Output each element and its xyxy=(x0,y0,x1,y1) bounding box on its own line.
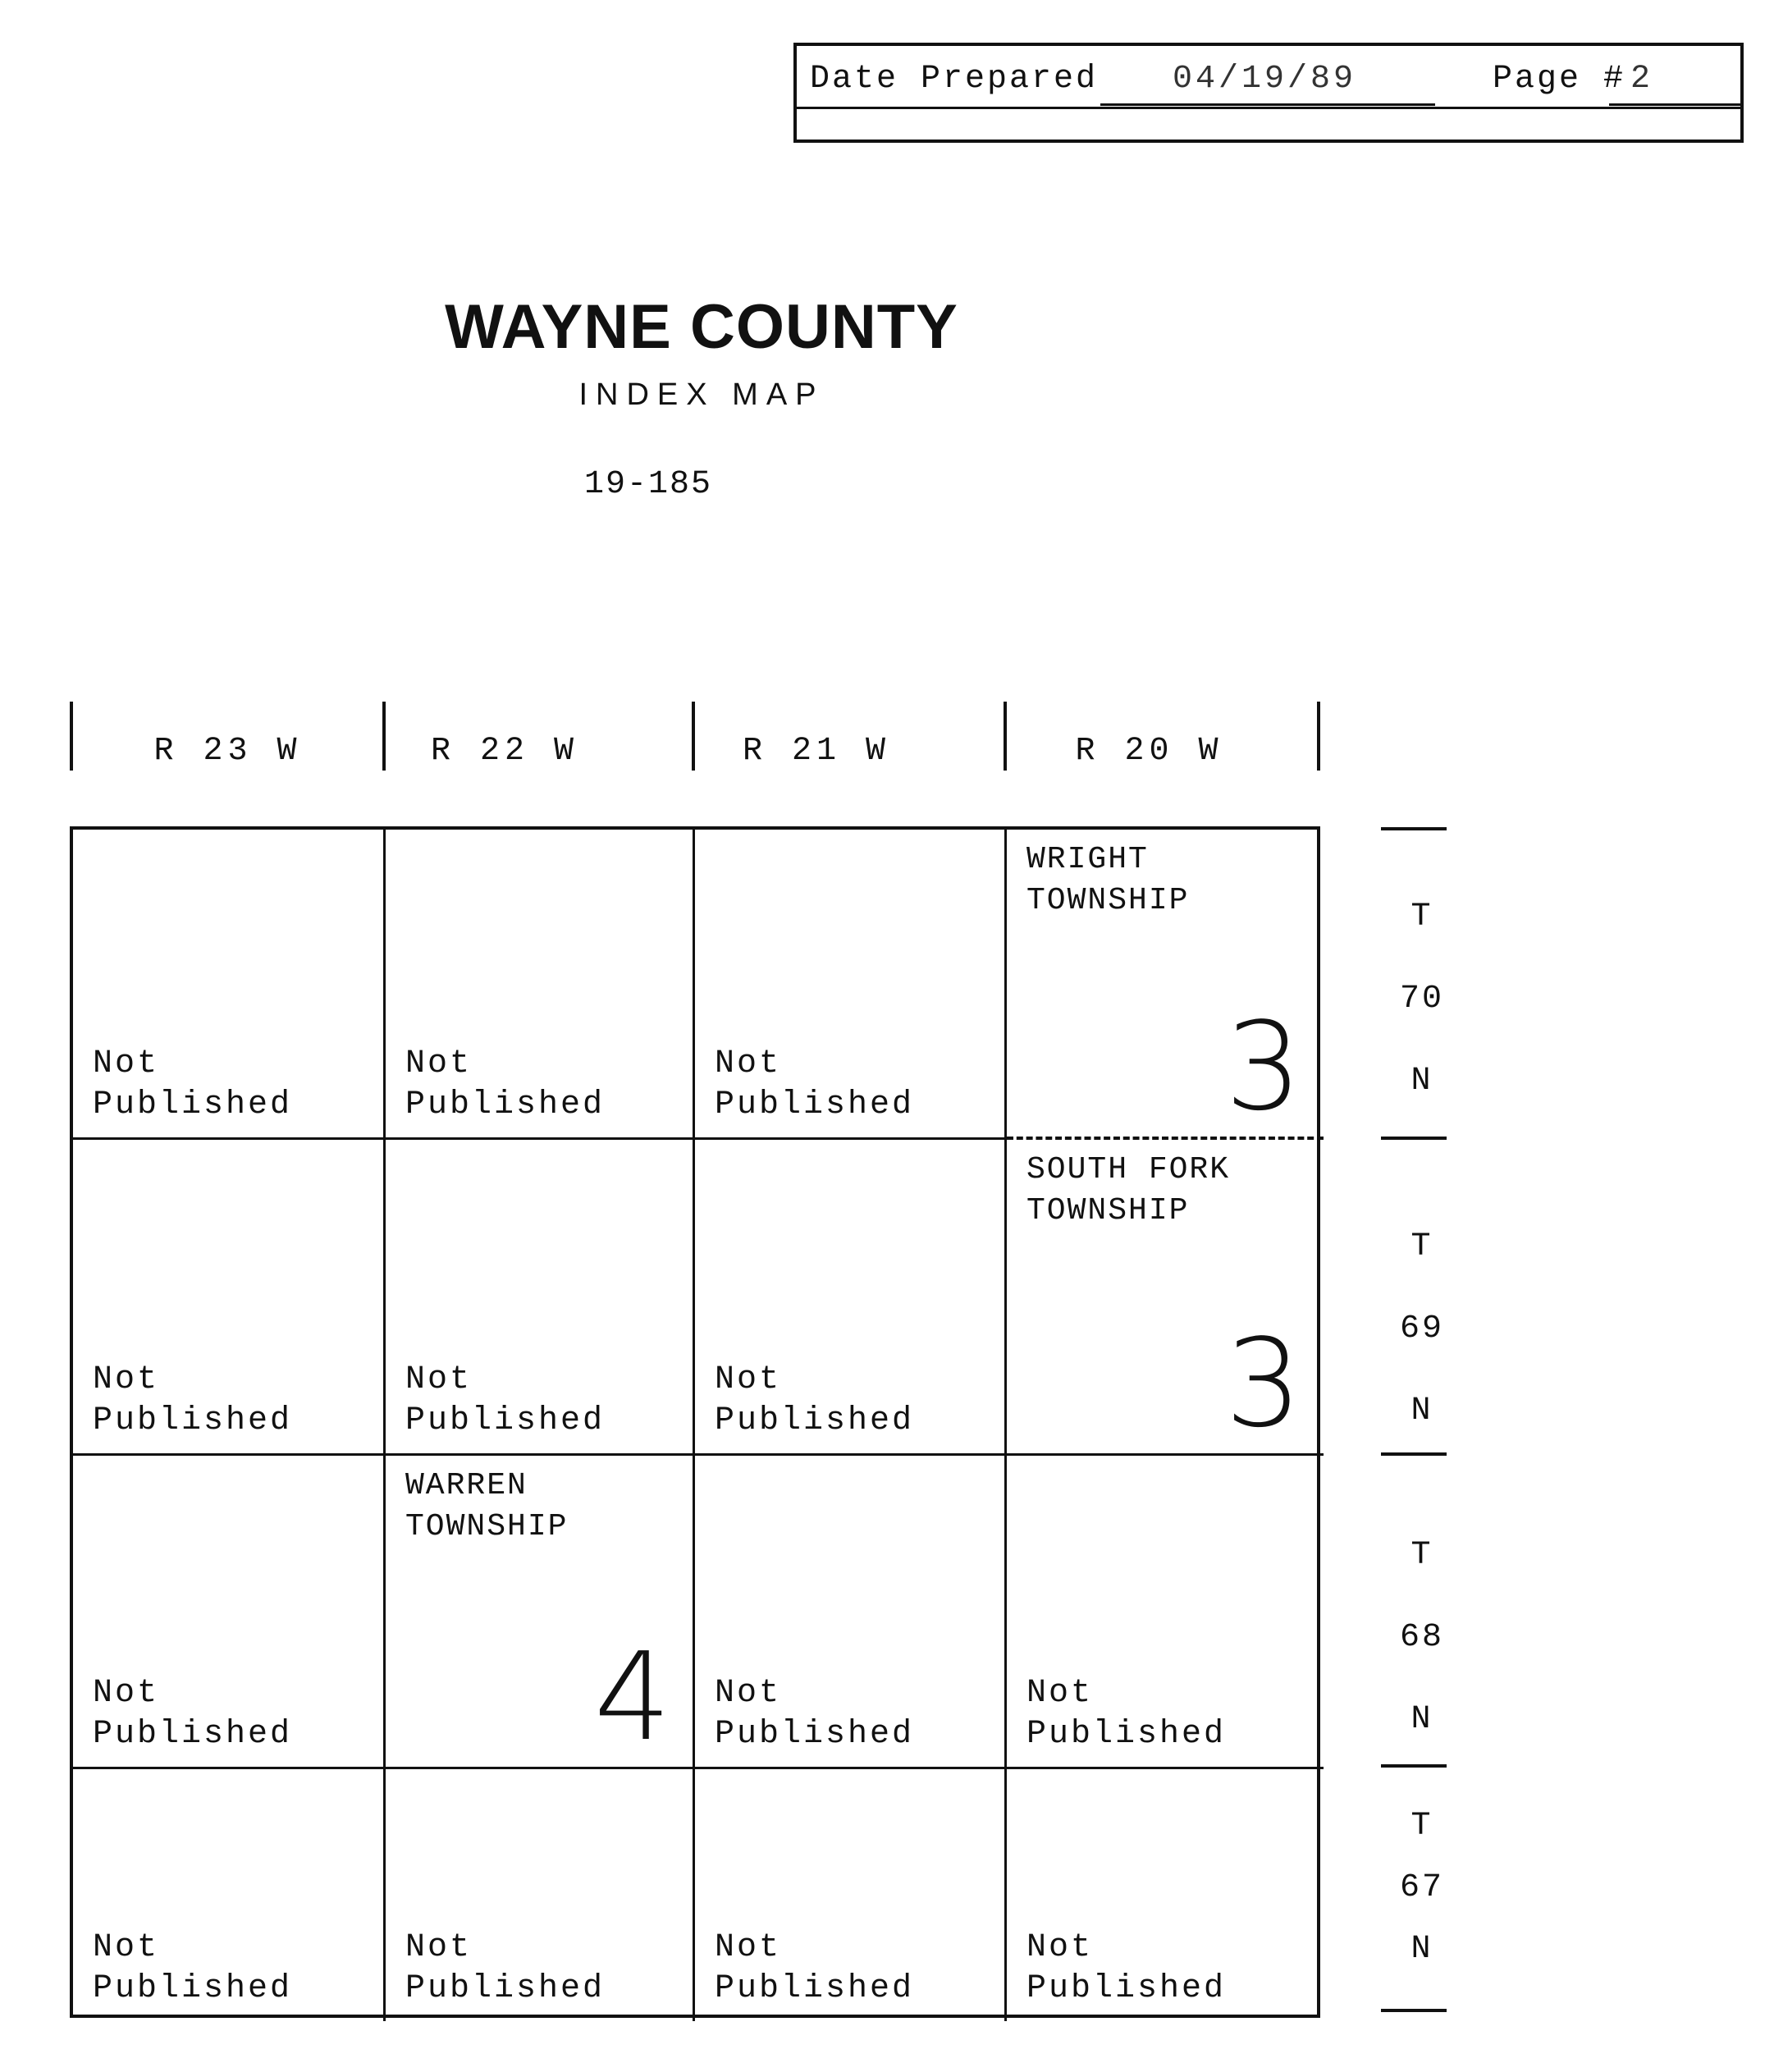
sheet-number: 3 xyxy=(1224,996,1302,1137)
grid-cell-south-fork-township[interactable] xyxy=(1007,1140,1324,1456)
township-n: N xyxy=(1411,1063,1433,1100)
not-published-label: Not Published xyxy=(715,1361,915,1439)
grid-cell[interactable] xyxy=(386,1769,695,2021)
township-n: N xyxy=(1411,1393,1433,1429)
not-published-label: Not Published xyxy=(93,1361,293,1439)
page-number-value: 2 xyxy=(1630,61,1653,98)
header-rule xyxy=(797,107,1740,109)
range-label-r20w: R 20 W xyxy=(1075,733,1223,770)
grid-cell-warren-township[interactable] xyxy=(386,1456,695,1769)
township-grid xyxy=(70,826,1320,2018)
grid-cell[interactable] xyxy=(73,830,386,1140)
grid-cell[interactable] xyxy=(695,1456,1007,1769)
township-number: 70 xyxy=(1399,981,1444,1018)
not-published-label: Not Published xyxy=(405,1045,606,1123)
grid-cell[interactable] xyxy=(695,1769,1007,2021)
date-prepared-value: 04/19/89 xyxy=(1172,61,1357,98)
township-separator xyxy=(1381,1764,1447,1768)
date-underline xyxy=(1100,103,1435,106)
township-separator xyxy=(1381,1452,1447,1456)
not-published-label: Not Published xyxy=(93,1675,293,1753)
township-separator xyxy=(1381,1137,1447,1140)
not-published-label: Not Published xyxy=(405,1361,606,1439)
sheet-number: 4 xyxy=(593,1626,671,1768)
not-published-label: Not Published xyxy=(405,1929,606,2007)
township-name: WRIGHT TOWNSHIP xyxy=(1026,842,1190,918)
sheet-number: 3 xyxy=(1224,1313,1302,1454)
township-n: N xyxy=(1411,1701,1433,1738)
township-name: SOUTH FORK TOWNSHIP xyxy=(1026,1152,1231,1228)
grid-cell[interactable] xyxy=(73,1456,386,1769)
not-published-label: Not Published xyxy=(715,1675,915,1753)
not-published-label: Not Published xyxy=(93,1929,293,2007)
grid-cell[interactable] xyxy=(73,1769,386,2021)
grid-cell[interactable] xyxy=(1007,1456,1324,1769)
grid-cell[interactable] xyxy=(695,830,1007,1140)
township-label-t70n xyxy=(1381,899,1463,1104)
grid-cell[interactable] xyxy=(386,1140,695,1456)
grid-cell[interactable] xyxy=(73,1140,386,1456)
page-underline xyxy=(1609,103,1740,106)
date-prepared-label: Date Prepared xyxy=(810,61,1099,98)
page-label: Page # xyxy=(1493,61,1626,98)
county-title: WAYNE COUNTY xyxy=(445,292,958,362)
grid-cell[interactable] xyxy=(386,830,695,1140)
township-label-t67n xyxy=(1381,1808,1463,1972)
county-code: 19-185 xyxy=(583,466,713,503)
not-published-label: Not Published xyxy=(93,1045,293,1123)
township-separator xyxy=(1381,2009,1447,2012)
township-number: 69 xyxy=(1399,1310,1444,1347)
date-prepared-box xyxy=(793,43,1744,143)
range-label-r23w: R 23 W xyxy=(153,733,302,770)
township-name: WARREN TOWNSHIP xyxy=(405,1468,569,1544)
not-published-label: Not Published xyxy=(715,1045,915,1123)
township-t: T xyxy=(1411,899,1433,935)
township-n: N xyxy=(1411,1931,1433,1968)
range-label-r22w: R 22 W xyxy=(430,733,579,770)
not-published-label: Not Published xyxy=(715,1929,915,2007)
not-published-label: Not Published xyxy=(1026,1929,1227,2007)
township-t: T xyxy=(1411,1808,1433,1845)
range-divider xyxy=(1317,702,1320,771)
township-number: 67 xyxy=(1399,1869,1444,1906)
grid-cell[interactable] xyxy=(695,1140,1007,1456)
range-label-r21w: R 21 W xyxy=(742,733,891,770)
township-t: T xyxy=(1411,1537,1433,1574)
not-published-label: Not Published xyxy=(1026,1675,1227,1753)
grid-cell[interactable] xyxy=(1007,1769,1324,2021)
township-t: T xyxy=(1411,1228,1433,1265)
township-number: 68 xyxy=(1399,1619,1444,1656)
township-label-t68n xyxy=(1381,1537,1463,1742)
township-separator xyxy=(1381,827,1447,830)
township-label-t69n xyxy=(1381,1228,1463,1434)
grid-cell-wright-township[interactable] xyxy=(1007,830,1324,1140)
map-subtitle: INDEX MAP xyxy=(578,377,825,412)
